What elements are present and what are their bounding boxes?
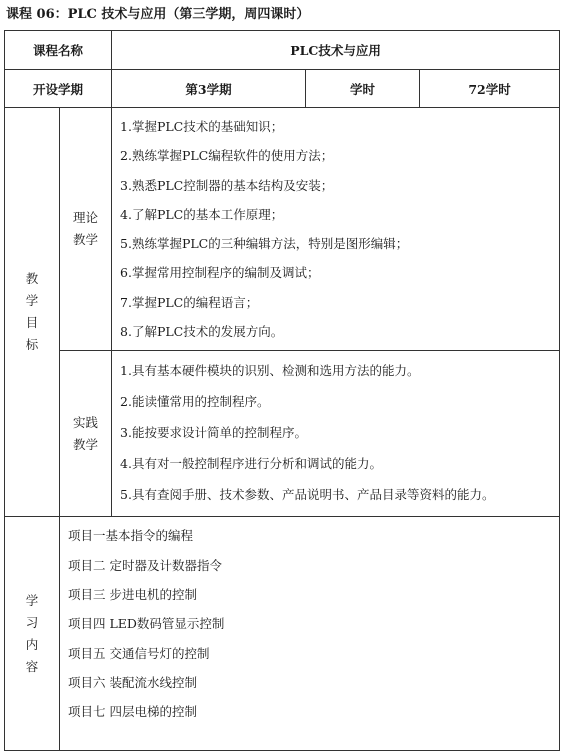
objectives-label-char: 标 (25, 337, 39, 353)
content-label-char: 习 (25, 614, 39, 630)
course-name-row (5, 31, 560, 70)
content-item: 项目七 四层电梯的控制 (68, 704, 197, 720)
content-item: 项目五 交通信号灯的控制 (68, 645, 210, 661)
practice-row (5, 351, 560, 517)
theory-label (60, 108, 112, 351)
semester-row (5, 70, 560, 108)
content-label-char: 学 (25, 592, 39, 608)
semester-value: 第3学期 (112, 70, 306, 108)
hours-label: 学时 (306, 70, 420, 108)
objectives-label-char: 目 (25, 315, 39, 331)
page-title: 课程 06：PLC 技术与应用（第三学期，周四课时） (6, 7, 310, 22)
practice-item: 5.具有查阅手册、技术参数、产品说明书、产品目录等资料的能力。 (120, 487, 495, 503)
content-label (5, 517, 60, 751)
theory-items (112, 108, 560, 351)
practice-items (112, 351, 560, 517)
practice-item: 1.具有基本硬件模块的识别、检测和选用方法的能力。 (120, 363, 420, 379)
objectives-label (5, 108, 60, 517)
content-item: 项目六 装配流水线控制 (68, 674, 197, 690)
theory-item: 2.熟练掌握PLC编程软件的使用方法； (120, 148, 334, 164)
theory-item: 1.掌握PLC技术的基础知识； (120, 119, 284, 134)
objectives-label-char: 教 (25, 271, 39, 287)
content-item: 项目三 步进电机的控制 (68, 586, 197, 602)
course-name-label: 课程名称 (5, 31, 112, 70)
practice-item: 2.能读懂常用的控制程序。 (120, 394, 270, 410)
content-label-char: 容 (25, 658, 39, 674)
theory-item: 3.熟悉PLC控制器的基本结构及安装； (120, 177, 334, 193)
theory-item: 5.熟练掌握PLC的三种编辑方法，特别是图形编辑； (120, 236, 409, 252)
content-row (5, 517, 560, 751)
theory-item: 4.了解PLC的基本工作原理； (120, 206, 284, 222)
theory-label-line: 理论 (73, 210, 99, 226)
practice-item: 4.具有对一般控制程序进行分析和调试的能力。 (120, 456, 382, 472)
content-items (60, 517, 560, 751)
practice-label (60, 351, 112, 517)
course-name-value: PLC技术与应用 (112, 31, 560, 70)
practice-label-line: 实践 (73, 414, 99, 430)
semester-label: 开设学期 (5, 70, 112, 108)
content-item: 项目四 LED数码管显示控制 (68, 616, 225, 632)
objectives-label-char: 学 (25, 293, 39, 309)
course-table (4, 30, 560, 751)
content-item: 项目一基本指令的编程 (68, 528, 194, 544)
theory-item: 6.掌握常用控制程序的编制及调试； (120, 265, 320, 281)
theory-row (5, 108, 560, 351)
theory-item: 7.掌握PLC的编程语言； (120, 294, 259, 310)
practice-label-line: 教学 (73, 436, 99, 452)
theory-item: 8.了解PLC技术的发展方向。 (120, 324, 284, 340)
content-label-char: 内 (25, 636, 39, 652)
content-item: 项目二 定时器及计数器指令 (68, 557, 222, 573)
theory-label-line: 教学 (73, 232, 99, 248)
practice-item: 3.能按要求设计简单的控制程序。 (120, 425, 307, 441)
hours-value: 72学时 (420, 70, 560, 108)
